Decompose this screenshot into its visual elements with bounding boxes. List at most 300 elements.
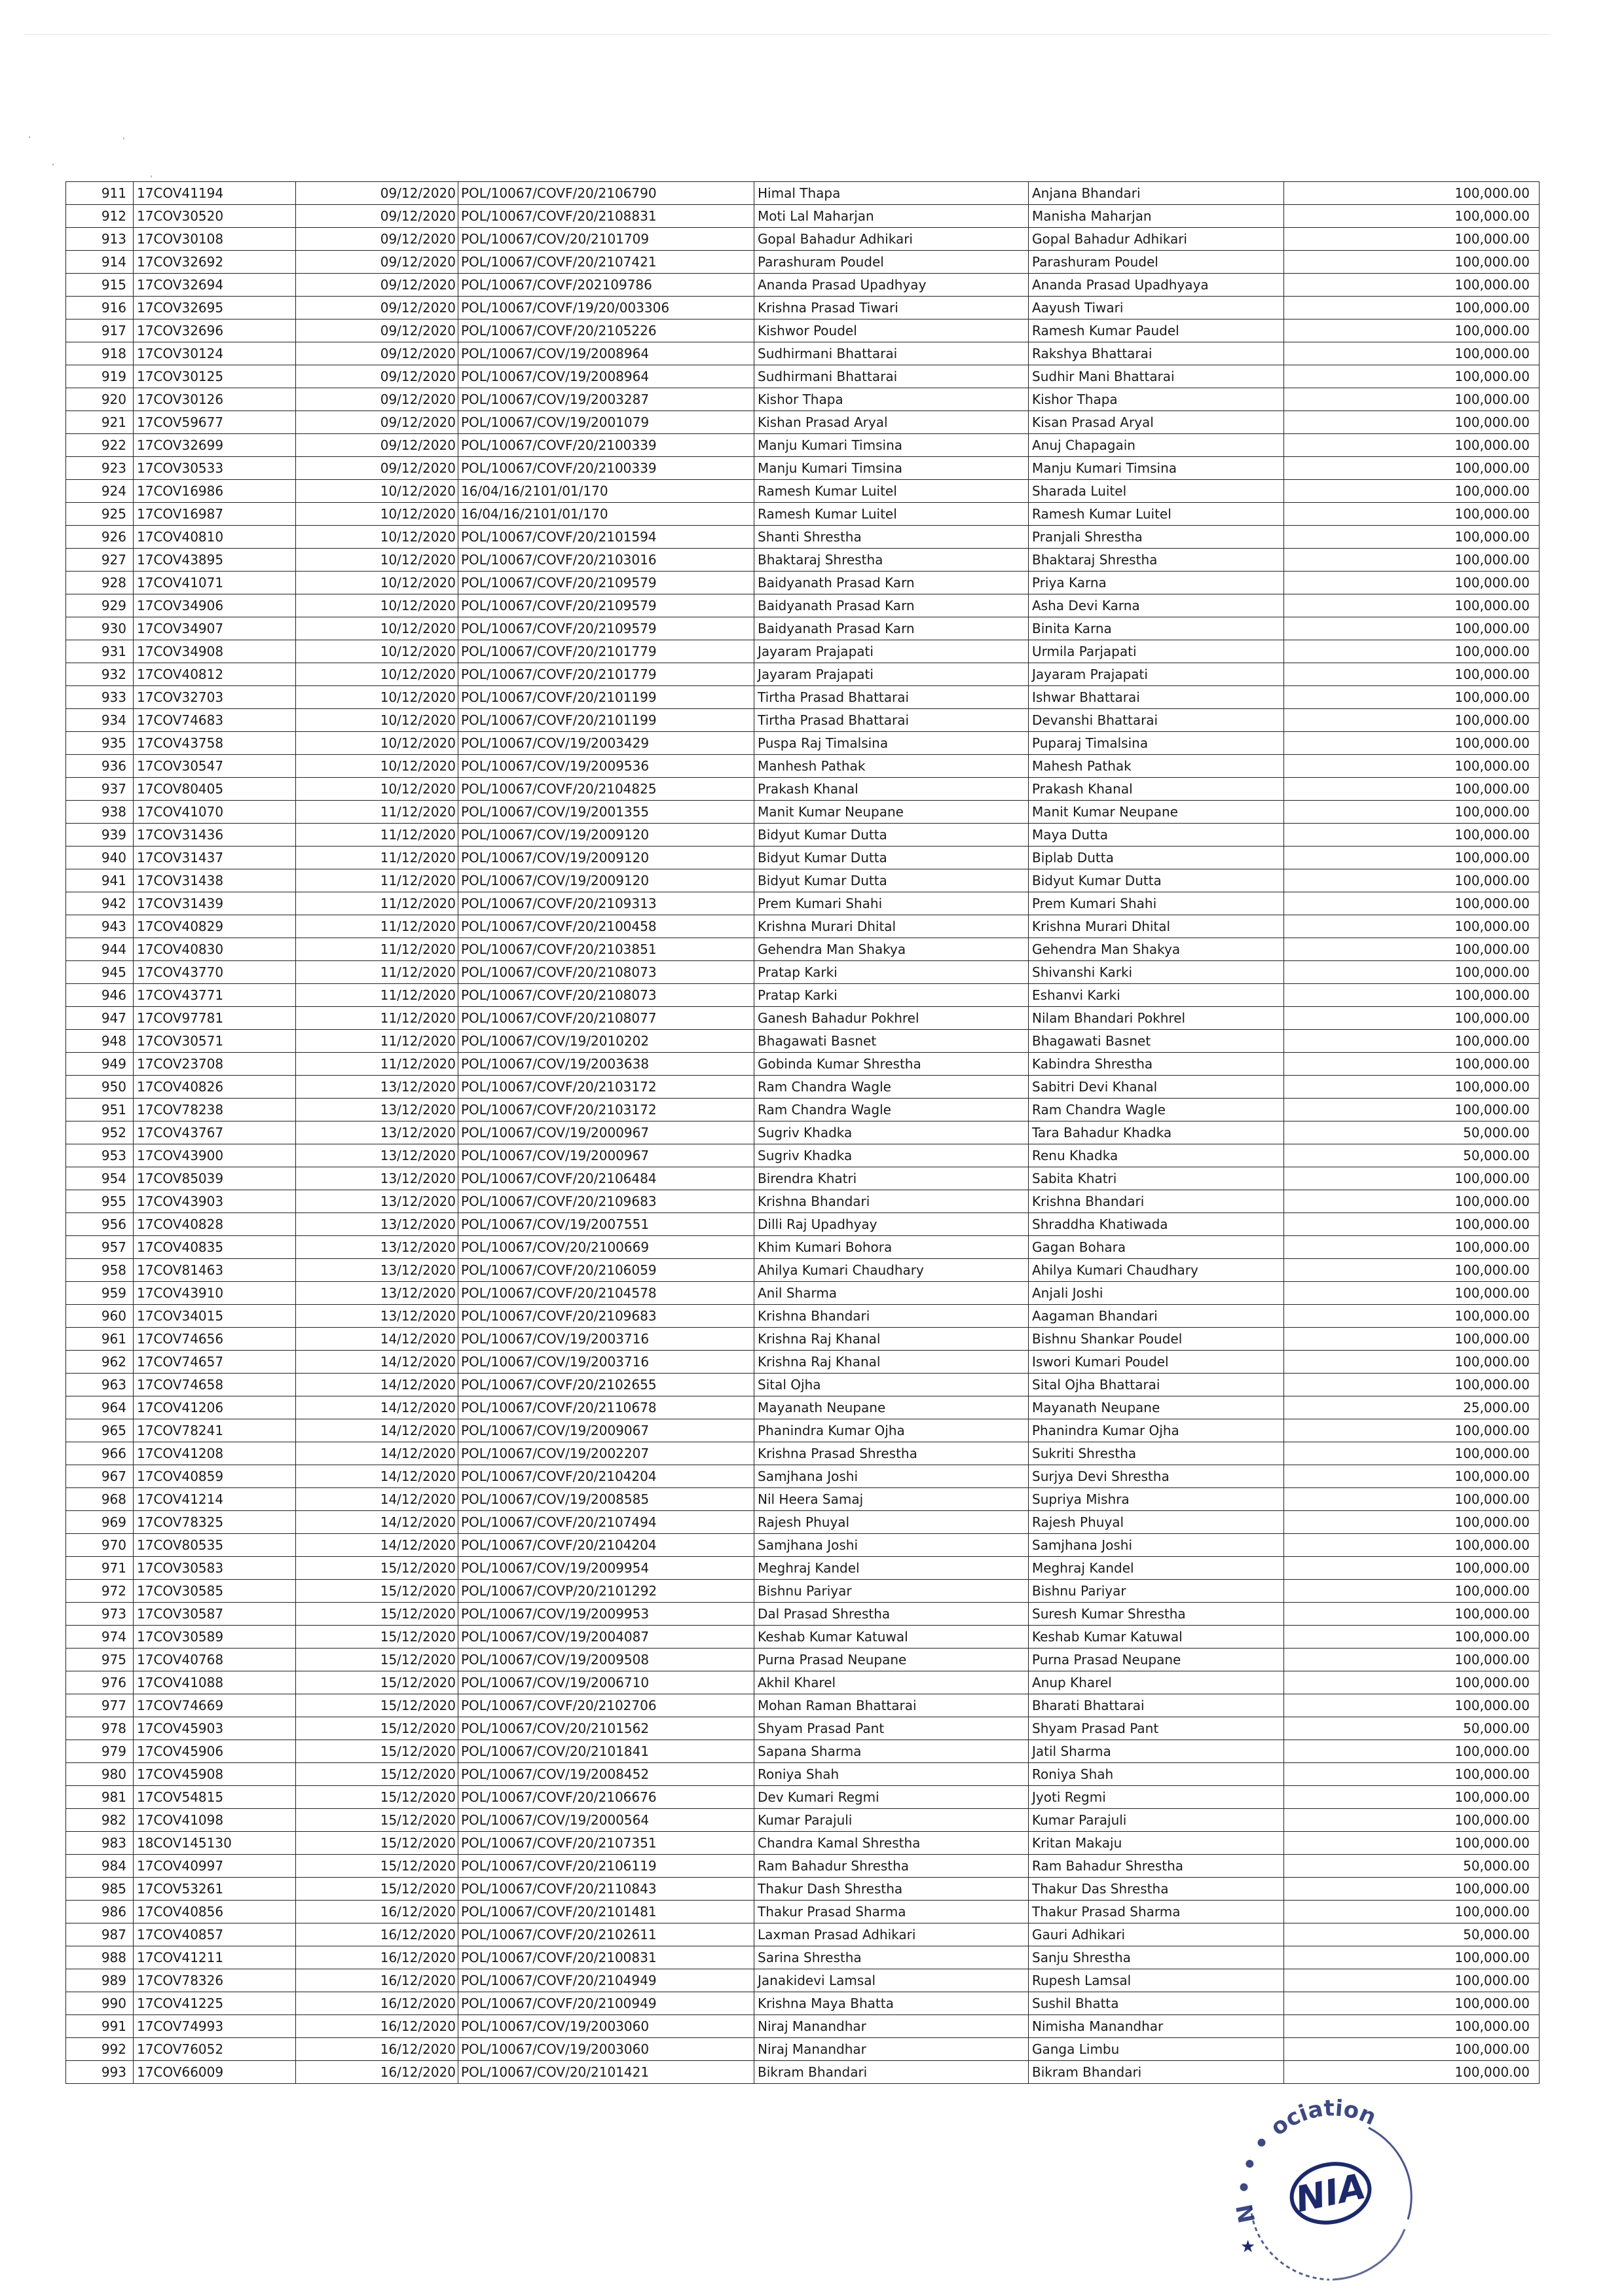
insured-name-cell: Sital Ojha: [754, 1374, 1029, 1396]
serial-number-cell: 926: [66, 526, 134, 549]
claim-number-cell: 17COV74669: [134, 1694, 296, 1717]
claim-number-cell: 17COV41225: [134, 1992, 296, 2015]
insured-name-cell: Krishna Prasad Shrestha: [754, 1442, 1029, 1465]
table-row: [66, 1511, 1540, 1534]
insured-name-cell: Ramesh Kumar Luitel: [754, 503, 1029, 526]
policy-number-cell: POL/10067/COV/19/2009067: [458, 1419, 754, 1442]
serial-number-cell: 982: [66, 1809, 134, 1832]
table-row: [66, 2061, 1540, 2084]
table-row: [66, 388, 1540, 411]
claim-number-cell: 17COV16986: [134, 480, 296, 503]
serial-number-cell: 923: [66, 457, 134, 480]
insured-name-cell: Kishan Prasad Aryal: [754, 411, 1029, 434]
date-cell: 14/12/2020: [296, 1534, 458, 1557]
policy-number-cell: POL/10067/COVF/20/2109683: [458, 1305, 754, 1328]
date-cell: 11/12/2020: [296, 1030, 458, 1053]
date-cell: 11/12/2020: [296, 1053, 458, 1076]
serial-number-cell: 972: [66, 1580, 134, 1603]
beneficiary-name-cell: Pranjali Shrestha: [1029, 526, 1284, 549]
beneficiary-name-cell: Ramesh Kumar Luitel: [1029, 503, 1284, 526]
claim-number-cell: 17COV32703: [134, 686, 296, 709]
insured-name-cell: Gobinda Kumar Shrestha: [754, 1053, 1029, 1076]
amount-cell: 100,000.00: [1284, 1465, 1540, 1488]
serial-number-cell: 980: [66, 1763, 134, 1786]
insured-name-cell: Pratap Karki: [754, 984, 1029, 1007]
beneficiary-name-cell: Sharada Luitel: [1029, 480, 1284, 503]
beneficiary-name-cell: Samjhana Joshi: [1029, 1534, 1284, 1557]
serial-number-cell: 964: [66, 1396, 134, 1419]
beneficiary-name-cell: Nimisha Manandhar: [1029, 2015, 1284, 2038]
table-row: [66, 1328, 1540, 1351]
table-row: [66, 1099, 1540, 1121]
insured-name-cell: Sarina Shrestha: [754, 1946, 1029, 1969]
date-cell: 15/12/2020: [296, 1878, 458, 1901]
serial-number-cell: 940: [66, 847, 134, 869]
table-row: [66, 801, 1540, 824]
policy-number-cell: POL/10067/COVF/20/2109579: [458, 617, 754, 640]
beneficiary-name-cell: Biplab Dutta: [1029, 847, 1284, 869]
insured-name-cell: Janakidevi Lamsal: [754, 1969, 1029, 1992]
beneficiary-name-cell: Ahilya Kumari Chaudhary: [1029, 1259, 1284, 1282]
beneficiary-name-cell: Aayush Tiwari: [1029, 297, 1284, 319]
amount-cell: 100,000.00: [1284, 1030, 1540, 1053]
claim-number-cell: 17COV78241: [134, 1419, 296, 1442]
policy-number-cell: POL/10067/COV/19/2008585: [458, 1488, 754, 1511]
amount-cell: 100,000.00: [1284, 1488, 1540, 1511]
beneficiary-name-cell: Sudhir Mani Bhattarai: [1029, 365, 1284, 388]
beneficiary-name-cell: Tara Bahadur Khadka: [1029, 1121, 1284, 1144]
insured-name-cell: Mayanath Neupane: [754, 1396, 1029, 1419]
beneficiary-name-cell: Meghraj Kandel: [1029, 1557, 1284, 1580]
policy-number-cell: POL/10067/COVF/20/2103851: [458, 938, 754, 961]
insured-name-cell: Gopal Bahadur Adhikari: [754, 228, 1029, 251]
insured-name-cell: Manju Kumari Timsina: [754, 434, 1029, 457]
table-row: [66, 984, 1540, 1007]
amount-cell: 100,000.00: [1284, 365, 1540, 388]
table-row: [66, 1694, 1540, 1717]
date-cell: 10/12/2020: [296, 686, 458, 709]
serial-number-cell: 944: [66, 938, 134, 961]
serial-number-cell: 984: [66, 1855, 134, 1878]
table-row: [66, 1396, 1540, 1419]
claim-number-cell: 17COV43767: [134, 1121, 296, 1144]
policy-number-cell: POL/10067/COV/19/2003716: [458, 1351, 754, 1374]
beneficiary-name-cell: Rakshya Bhattarai: [1029, 342, 1284, 365]
table-row: [66, 572, 1540, 594]
insured-name-cell: Bhagawati Basnet: [754, 1030, 1029, 1053]
date-cell: 15/12/2020: [296, 1557, 458, 1580]
amount-cell: 100,000.00: [1284, 1511, 1540, 1534]
claim-number-cell: 17COV41088: [134, 1671, 296, 1694]
date-cell: 11/12/2020: [296, 1007, 458, 1030]
amount-cell: 100,000.00: [1284, 1305, 1540, 1328]
table-row: [66, 847, 1540, 869]
table-row: [66, 549, 1540, 572]
beneficiary-name-cell: Kishor Thapa: [1029, 388, 1284, 411]
claim-number-cell: 17COV31439: [134, 892, 296, 915]
date-cell: 16/12/2020: [296, 2038, 458, 2061]
policy-number-cell: POL/10067/COV/19/2000967: [458, 1144, 754, 1167]
table-row: [66, 274, 1540, 297]
amount-cell: 100,000.00: [1284, 1419, 1540, 1442]
date-cell: 14/12/2020: [296, 1396, 458, 1419]
claim-number-cell: 17COV40830: [134, 938, 296, 961]
serial-number-cell: 989: [66, 1969, 134, 1992]
insured-name-cell: Shyam Prasad Pant: [754, 1717, 1029, 1740]
table-row: [66, 1969, 1540, 1992]
date-cell: 16/12/2020: [296, 1901, 458, 1923]
insured-name-cell: Mohan Raman Bhattarai: [754, 1694, 1029, 1717]
claim-number-cell: 17COV30583: [134, 1557, 296, 1580]
serial-number-cell: 967: [66, 1465, 134, 1488]
claim-number-cell: 17COV43771: [134, 984, 296, 1007]
date-cell: 10/12/2020: [296, 663, 458, 686]
nia-stamp: [1218, 2088, 1441, 2285]
beneficiary-name-cell: Manisha Maharjan: [1029, 205, 1284, 228]
amount-cell: 100,000.00: [1284, 1786, 1540, 1809]
amount-cell: 100,000.00: [1284, 1236, 1540, 1259]
beneficiary-name-cell: Anjali Joshi: [1029, 1282, 1284, 1305]
amount-cell: 100,000.00: [1284, 503, 1540, 526]
policy-number-cell: POL/10067/COVF/20/2100949: [458, 1992, 754, 2015]
insured-name-cell: Samjhana Joshi: [754, 1534, 1029, 1557]
table-row: [66, 1671, 1540, 1694]
beneficiary-name-cell: Bishnu Shankar Poudel: [1029, 1328, 1284, 1351]
policy-number-cell: POL/10067/COVF/20/2109579: [458, 594, 754, 617]
policy-number-cell: 16/04/16/2101/01/170: [458, 503, 754, 526]
policy-number-cell: POL/10067/COV/19/2009120: [458, 869, 754, 892]
date-cell: 10/12/2020: [296, 755, 458, 778]
claim-number-cell: 17COV74993: [134, 2015, 296, 2038]
amount-cell: 100,000.00: [1284, 1076, 1540, 1099]
serial-number-cell: 918: [66, 342, 134, 365]
serial-number-cell: 992: [66, 2038, 134, 2061]
table-row: [66, 1007, 1540, 1030]
claim-number-cell: 17COV41098: [134, 1809, 296, 1832]
date-cell: 15/12/2020: [296, 1603, 458, 1626]
amount-cell: 100,000.00: [1284, 1694, 1540, 1717]
insured-name-cell: Phanindra Kumar Ojha: [754, 1419, 1029, 1442]
amount-cell: 100,000.00: [1284, 411, 1540, 434]
date-cell: 10/12/2020: [296, 572, 458, 594]
insured-name-cell: Bishnu Pariyar: [754, 1580, 1029, 1603]
beneficiary-name-cell: Anup Kharel: [1029, 1671, 1284, 1694]
insured-name-cell: Thakur Dash Shrestha: [754, 1878, 1029, 1901]
beneficiary-name-cell: Sabitri Devi Khanal: [1029, 1076, 1284, 1099]
date-cell: 10/12/2020: [296, 778, 458, 801]
amount-cell: 100,000.00: [1284, 617, 1540, 640]
scan-speck: [123, 137, 124, 139]
table-row: [66, 1832, 1540, 1855]
claim-number-cell: 17COV78325: [134, 1511, 296, 1534]
beneficiary-name-cell: Roniya Shah: [1029, 1763, 1284, 1786]
claim-number-cell: 17COV34906: [134, 594, 296, 617]
amount-cell: 100,000.00: [1284, 434, 1540, 457]
serial-number-cell: 946: [66, 984, 134, 1007]
amount-cell: 100,000.00: [1284, 778, 1540, 801]
policy-number-cell: 16/04/16/2101/01/170: [458, 480, 754, 503]
amount-cell: 100,000.00: [1284, 709, 1540, 732]
serial-number-cell: 942: [66, 892, 134, 915]
beneficiary-name-cell: Bhaktaraj Shrestha: [1029, 549, 1284, 572]
amount-cell: 100,000.00: [1284, 274, 1540, 297]
amount-cell: 100,000.00: [1284, 869, 1540, 892]
claim-number-cell: 17COV41211: [134, 1946, 296, 1969]
policy-number-cell: POL/10067/COVF/20/2101779: [458, 640, 754, 663]
serial-number-cell: 987: [66, 1923, 134, 1946]
serial-number-cell: 991: [66, 2015, 134, 2038]
policy-number-cell: POL/10067/COVF/20/2100339: [458, 434, 754, 457]
serial-number-cell: 948: [66, 1030, 134, 1053]
serial-number-cell: 983: [66, 1832, 134, 1855]
beneficiary-name-cell: Manit Kumar Neupane: [1029, 801, 1284, 824]
date-cell: 11/12/2020: [296, 824, 458, 847]
claim-number-cell: 17COV80405: [134, 778, 296, 801]
scan-speck: [52, 164, 54, 166]
insured-name-cell: Dilli Raj Upadhyay: [754, 1213, 1029, 1236]
table-row: [66, 686, 1540, 709]
serial-number-cell: 951: [66, 1099, 134, 1121]
serial-number-cell: 965: [66, 1419, 134, 1442]
table-row: [66, 778, 1540, 801]
serial-number-cell: 933: [66, 686, 134, 709]
beneficiary-name-cell: Anjana Bhandari: [1029, 182, 1284, 205]
beneficiary-name-cell: Bidyut Kumar Dutta: [1029, 869, 1284, 892]
date-cell: 11/12/2020: [296, 915, 458, 938]
policy-number-cell: POL/10067/COV/19/2003287: [458, 388, 754, 411]
date-cell: 09/12/2020: [296, 342, 458, 365]
amount-cell: 100,000.00: [1284, 251, 1540, 274]
date-cell: 15/12/2020: [296, 1671, 458, 1694]
policy-number-cell: POL/10067/COV/19/2009954: [458, 1557, 754, 1580]
claim-number-cell: 17COV40856: [134, 1901, 296, 1923]
insured-name-cell: Manju Kumari Timsina: [754, 457, 1029, 480]
beneficiary-name-cell: Keshab Kumar Katuwal: [1029, 1626, 1284, 1649]
amount-cell: 50,000.00: [1284, 1144, 1540, 1167]
beneficiary-name-cell: Sukriti Shrestha: [1029, 1442, 1284, 1465]
serial-number-cell: 974: [66, 1626, 134, 1649]
amount-cell: 50,000.00: [1284, 1717, 1540, 1740]
policy-number-cell: POL/10067/COVF/20/2103172: [458, 1076, 754, 1099]
amount-cell: 100,000.00: [1284, 480, 1540, 503]
serial-number-cell: 924: [66, 480, 134, 503]
beneficiary-name-cell: Renu Khadka: [1029, 1144, 1284, 1167]
insured-name-cell: Ram Bahadur Shrestha: [754, 1855, 1029, 1878]
beneficiary-name-cell: Bharati Bhattarai: [1029, 1694, 1284, 1717]
beneficiary-name-cell: Rajesh Phuyal: [1029, 1511, 1284, 1534]
date-cell: 14/12/2020: [296, 1328, 458, 1351]
claim-number-cell: 17COV66009: [134, 2061, 296, 2084]
table-row: [66, 594, 1540, 617]
table-row: [66, 251, 1540, 274]
insured-name-cell: Akhil Kharel: [754, 1671, 1029, 1694]
date-cell: 09/12/2020: [296, 365, 458, 388]
beneficiary-name-cell: Asha Devi Karna: [1029, 594, 1284, 617]
policy-number-cell: POL/10067/COVP/20/2101292: [458, 1580, 754, 1603]
policy-number-cell: POL/10067/COVF/20/2110843: [458, 1878, 754, 1901]
table-row: [66, 457, 1540, 480]
claim-number-cell: 18COV145130: [134, 1832, 296, 1855]
table-row: [66, 1076, 1540, 1099]
insured-name-cell: Krishna Raj Khanal: [754, 1351, 1029, 1374]
serial-number-cell: 913: [66, 228, 134, 251]
policy-number-cell: POL/10067/COVF/20/2104204: [458, 1534, 754, 1557]
insured-name-cell: Sapana Sharma: [754, 1740, 1029, 1763]
serial-number-cell: 976: [66, 1671, 134, 1694]
policy-number-cell: POL/10067/COV/19/2003716: [458, 1328, 754, 1351]
amount-cell: 100,000.00: [1284, 1328, 1540, 1351]
insured-name-cell: Ram Chandra Wagle: [754, 1076, 1029, 1099]
date-cell: 15/12/2020: [296, 1832, 458, 1855]
beneficiary-name-cell: Jayaram Prajapati: [1029, 663, 1284, 686]
beneficiary-name-cell: Gopal Bahadur Adhikari: [1029, 228, 1284, 251]
policy-number-cell: POL/10067/COVF/20/2108073: [458, 984, 754, 1007]
claim-number-cell: 17COV30108: [134, 228, 296, 251]
table-row: [66, 1946, 1540, 1969]
claim-number-cell: 17COV34907: [134, 617, 296, 640]
table-row: [66, 1557, 1540, 1580]
amount-cell: 100,000.00: [1284, 1763, 1540, 1786]
date-cell: 10/12/2020: [296, 617, 458, 640]
amount-cell: 100,000.00: [1284, 2038, 1540, 2061]
beneficiary-name-cell: Shyam Prasad Pant: [1029, 1717, 1284, 1740]
table-row: [66, 205, 1540, 228]
beneficiary-name-cell: Ananda Prasad Upadhyaya: [1029, 274, 1284, 297]
serial-number-cell: 935: [66, 732, 134, 755]
amount-cell: 100,000.00: [1284, 1351, 1540, 1374]
date-cell: 14/12/2020: [296, 1374, 458, 1396]
policy-number-cell: POL/10067/COVF/20/2104578: [458, 1282, 754, 1305]
table-row: [66, 1374, 1540, 1396]
insured-name-cell: Niraj Manandhar: [754, 2015, 1029, 2038]
policy-number-cell: POL/10067/COV/19/2001079: [458, 411, 754, 434]
insured-name-cell: Tirtha Prasad Bhattarai: [754, 686, 1029, 709]
claim-number-cell: 17COV30571: [134, 1030, 296, 1053]
amount-cell: 100,000.00: [1284, 297, 1540, 319]
insured-name-cell: Baidyanath Prasad Karn: [754, 594, 1029, 617]
table-row: [66, 503, 1540, 526]
claim-number-cell: 17COV40768: [134, 1649, 296, 1671]
policy-number-cell: POL/10067/COVF/20/2101199: [458, 686, 754, 709]
table-row: [66, 434, 1540, 457]
amount-cell: 100,000.00: [1284, 892, 1540, 915]
amount-cell: 100,000.00: [1284, 1557, 1540, 1580]
insured-name-cell: Purna Prasad Neupane: [754, 1649, 1029, 1671]
table-row: [66, 297, 1540, 319]
beneficiary-name-cell: Krishna Murari Dhital: [1029, 915, 1284, 938]
table-row: [66, 2015, 1540, 2038]
table-row: [66, 1351, 1540, 1374]
amount-cell: 100,000.00: [1284, 228, 1540, 251]
amount-cell: 100,000.00: [1284, 1442, 1540, 1465]
beneficiary-name-cell: Gehendra Man Shakya: [1029, 938, 1284, 961]
table-row: [66, 1992, 1540, 2015]
claim-number-cell: 17COV80535: [134, 1534, 296, 1557]
date-cell: 13/12/2020: [296, 1282, 458, 1305]
insured-name-cell: Sugriv Khadka: [754, 1121, 1029, 1144]
table-row: [66, 1488, 1540, 1511]
table-row: [66, 1534, 1540, 1557]
policy-number-cell: POL/10067/COV/19/2009508: [458, 1649, 754, 1671]
claim-number-cell: 17COV54815: [134, 1786, 296, 1809]
serial-number-cell: 986: [66, 1901, 134, 1923]
date-cell: 13/12/2020: [296, 1236, 458, 1259]
amount-cell: 100,000.00: [1284, 1190, 1540, 1213]
policy-number-cell: POL/10067/COVF/20/2109683: [458, 1190, 754, 1213]
table-row: [66, 1923, 1540, 1946]
table-row: [66, 961, 1540, 984]
date-cell: 11/12/2020: [296, 961, 458, 984]
insured-name-cell: Manit Kumar Neupane: [754, 801, 1029, 824]
date-cell: 15/12/2020: [296, 1855, 458, 1878]
serial-number-cell: 993: [66, 2061, 134, 2084]
table-row: [66, 1626, 1540, 1649]
date-cell: 10/12/2020: [296, 732, 458, 755]
insured-name-cell: Shanti Shrestha: [754, 526, 1029, 549]
serial-number-cell: 977: [66, 1694, 134, 1717]
date-cell: 11/12/2020: [296, 892, 458, 915]
table-row: [66, 1603, 1540, 1626]
insured-name-cell: Chandra Kamal Shrestha: [754, 1832, 1029, 1855]
claim-number-cell: 17COV43900: [134, 1144, 296, 1167]
insured-name-cell: Baidyanath Prasad Karn: [754, 617, 1029, 640]
serial-number-cell: 925: [66, 503, 134, 526]
table-row: [66, 1419, 1540, 1442]
date-cell: 11/12/2020: [296, 869, 458, 892]
date-cell: 10/12/2020: [296, 526, 458, 549]
serial-number-cell: 971: [66, 1557, 134, 1580]
table-row: [66, 1580, 1540, 1603]
serial-number-cell: 911: [66, 182, 134, 205]
serial-number-cell: 968: [66, 1488, 134, 1511]
claim-number-cell: 17COV43910: [134, 1282, 296, 1305]
serial-number-cell: 959: [66, 1282, 134, 1305]
scan-speck: [151, 175, 152, 177]
amount-cell: 100,000.00: [1284, 1969, 1540, 1992]
date-cell: 09/12/2020: [296, 388, 458, 411]
policy-number-cell: POL/10067/COVF/20/2104949: [458, 1969, 754, 1992]
beneficiary-name-cell: Sanju Shrestha: [1029, 1946, 1284, 1969]
date-cell: 16/12/2020: [296, 1923, 458, 1946]
beneficiary-name-cell: Gauri Adhikari: [1029, 1923, 1284, 1946]
amount-cell: 100,000.00: [1284, 1649, 1540, 1671]
amount-cell: 100,000.00: [1284, 938, 1540, 961]
policy-number-cell: POL/10067/COV/19/2003429: [458, 732, 754, 755]
claim-number-cell: 17COV76052: [134, 2038, 296, 2061]
claim-number-cell: 17COV43770: [134, 961, 296, 984]
beneficiary-name-cell: Shraddha Khatiwada: [1029, 1213, 1284, 1236]
claim-number-cell: 17COV41208: [134, 1442, 296, 1465]
serial-number-cell: 962: [66, 1351, 134, 1374]
serial-number-cell: 958: [66, 1259, 134, 1282]
serial-number-cell: 915: [66, 274, 134, 297]
table-row: [66, 1786, 1540, 1809]
serial-number-cell: 916: [66, 297, 134, 319]
table-row: [66, 1030, 1540, 1053]
policy-number-cell: POL/10067/COVF/20/2100458: [458, 915, 754, 938]
insured-name-cell: Dev Kumari Regmi: [754, 1786, 1029, 1809]
date-cell: 13/12/2020: [296, 1305, 458, 1328]
amount-cell: 100,000.00: [1284, 526, 1540, 549]
beneficiary-name-cell: Rupesh Lamsal: [1029, 1969, 1284, 1992]
amount-cell: 50,000.00: [1284, 1923, 1540, 1946]
amount-cell: 100,000.00: [1284, 1099, 1540, 1121]
amount-cell: 100,000.00: [1284, 801, 1540, 824]
table-row: [66, 663, 1540, 686]
policy-number-cell: POL/10067/COV/20/2101709: [458, 228, 754, 251]
date-cell: 16/12/2020: [296, 2061, 458, 2084]
date-cell: 14/12/2020: [296, 1511, 458, 1534]
